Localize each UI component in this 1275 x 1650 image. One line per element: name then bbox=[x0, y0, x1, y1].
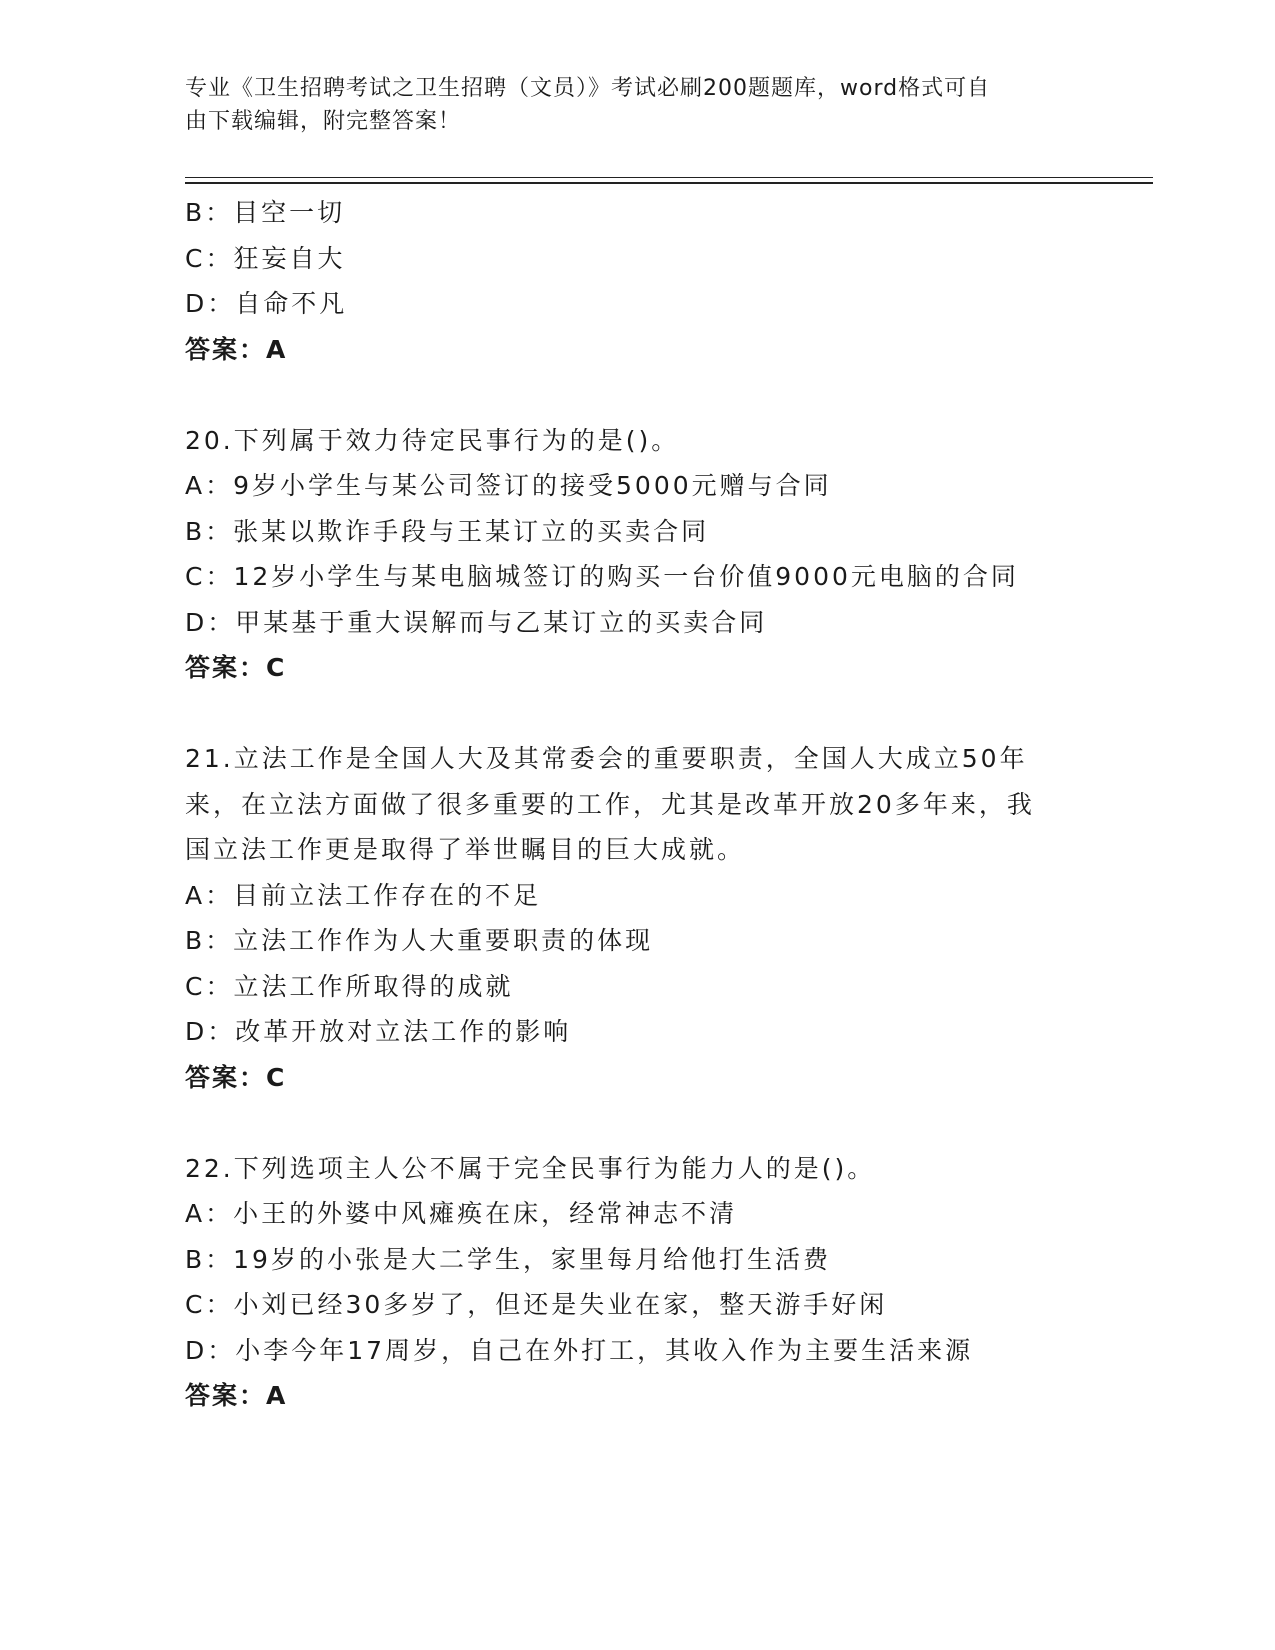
option-d: D：自命不凡 bbox=[185, 289, 348, 318]
header-divider-thin bbox=[185, 177, 1153, 178]
option-b: B：立法工作作为人大重要职责的体现 bbox=[185, 926, 654, 955]
question-stem: 22.下列选项主人公不属于完全民事行为能力人的是()。 bbox=[185, 1153, 876, 1183]
question-stem-line: 来，在立法方面做了很多重要的工作，尤其是改革开放20多年来，我 bbox=[185, 789, 1035, 819]
question-22 bbox=[185, 1146, 1085, 1419]
option-b: B：张某以欺诈手段与王某订立的买卖合同 bbox=[185, 516, 710, 546]
option-b: B：19岁的小张是大二学生，家里每月给他打生活费 bbox=[185, 1244, 831, 1274]
option-c: C：12岁小学生与某电脑城签订的购买一台价值9000元电脑的合同 bbox=[185, 562, 1019, 591]
option-b: B：目空一切 bbox=[185, 198, 346, 227]
option-d: D：甲某基于重大误解而与乙某订立的买卖合同 bbox=[185, 607, 768, 637]
option-a: A：小王的外婆中风瘫痪在床，经常神志不清 bbox=[185, 1199, 738, 1228]
option-c: C：立法工作所取得的成就 bbox=[185, 971, 514, 1001]
question-spacer bbox=[185, 372, 1085, 418]
option-a: A：9岁小学生与某公司签订的接受5000元赠与合同 bbox=[185, 471, 832, 500]
answer-line: 答案：C bbox=[185, 653, 287, 682]
question-20 bbox=[185, 418, 1085, 691]
option-a: A：目前立法工作存在的不足 bbox=[185, 880, 542, 910]
question-content bbox=[185, 190, 1085, 1419]
answer-line: 答案：A bbox=[185, 1381, 288, 1410]
option-c: C：小刘已经30多岁了，但还是失业在家，整天游手好闲 bbox=[185, 1290, 888, 1319]
header-line-1: 专业《卫生招聘考试之卫生招聘（文员）》考试必刷200题题库，word格式可自 bbox=[185, 76, 991, 101]
option-d: D：小李今年17周岁，自己在外打工，其收入作为主要生活来源 bbox=[185, 1335, 974, 1365]
question-stem: 20.下列属于效力待定民事行为的是()。 bbox=[185, 425, 680, 455]
question-spacer bbox=[185, 691, 1085, 737]
option-d: D：改革开放对立法工作的影响 bbox=[185, 1017, 572, 1046]
answer-line: 答案：A bbox=[185, 334, 288, 364]
question-stem-line: 国立法工作更是取得了举世瞩目的巨大成就。 bbox=[185, 835, 746, 864]
question-21 bbox=[185, 736, 1085, 1100]
header-line-2: 由下载编辑，附完整答案！ bbox=[185, 109, 462, 134]
question-spacer bbox=[185, 1100, 1085, 1146]
option-c: C：狂妄自大 bbox=[185, 243, 346, 273]
header-divider-thick bbox=[185, 182, 1153, 184]
question-stem-line: 21.立法工作是全国人大及其常委会的重要职责，全国人大成立50年 bbox=[185, 744, 1028, 773]
question-19-tail bbox=[185, 190, 1085, 372]
document-header bbox=[185, 72, 1085, 138]
answer-line: 答案：C bbox=[185, 1062, 287, 1092]
